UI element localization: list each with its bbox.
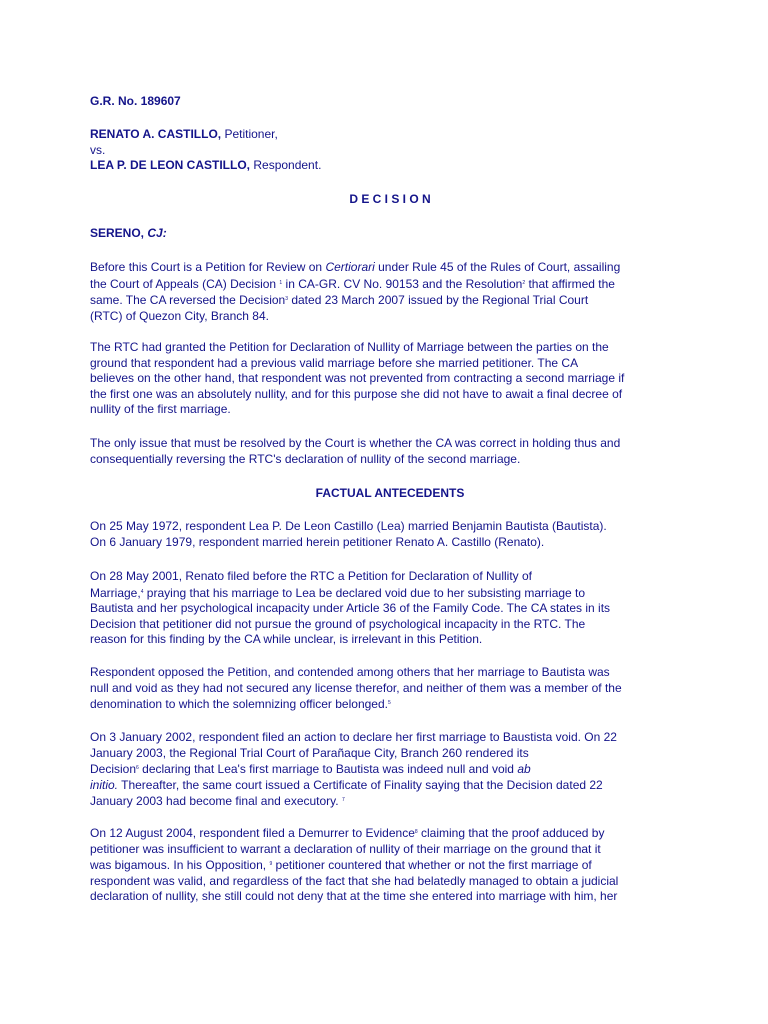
text-span: Decision	[90, 762, 137, 776]
text-line: On 6 January 1979, respondent married herein petitioner Renato A. Castillo (Renato).	[90, 534, 545, 549]
text-line: On 25 May 1972, respondent Lea P. De Leon Castillo (Lea) married Benjamin Bautista (Bautista).	[90, 519, 607, 533]
text-span: was bigamous. In his Opposition,	[90, 858, 270, 872]
paragraph-5	[90, 569, 690, 648]
author-block	[90, 226, 690, 242]
paragraph-8	[90, 825, 690, 905]
text-line: Bautista and her psychological incapacity under Article 36 of the Family Code. The CA states in its	[90, 601, 611, 615]
respondent-name: LEA P. DE LEON CASTILLO,	[90, 158, 251, 172]
text-line: petitioner was insufficient to warrant a declaration of nullity of their marriage on the ground that it	[90, 841, 601, 856]
text-span: initio.	[90, 777, 119, 792]
text-line: believes on the other hand, that respondent was not prevented from contracting a second marriage if	[90, 371, 625, 385]
footnote-ref[interactable]: 5	[387, 700, 391, 706]
text-line: ground that respondent had a previous valid marriage before she married petitioner. The CA	[90, 355, 579, 370]
text-span: Certiorari	[325, 260, 375, 274]
paragraph-6	[90, 665, 690, 713]
footnote-ref[interactable]: 7	[341, 797, 345, 803]
case-number: G.R. No. 189607	[90, 94, 181, 108]
text-span: declaring that Lea's first marriage to Bautista was indeed null and void	[138, 762, 518, 776]
text-line: null and void as they had not secured any license therefor, and neither of them was a member of the	[90, 680, 622, 695]
footnote-ref[interactable]: 3	[285, 296, 288, 302]
text-span: in CA-GR. CV No. 90153 and the Resolution	[282, 276, 523, 291]
text-line: nullity of the first marriage.	[90, 402, 231, 416]
text-span: same. The CA reversed the Decision	[90, 293, 286, 307]
text-span: denomination to which the solemnizing officer belonged.	[90, 697, 388, 711]
petitioner-role: Petitioner,	[221, 127, 278, 141]
text-span: that affirmed the	[525, 276, 615, 291]
footnote-ref[interactable]: 8	[414, 829, 418, 835]
respondent-role: Respondent.	[250, 158, 322, 172]
paragraph-4	[90, 519, 690, 550]
text-span: January 2003 had become final and executory.	[90, 794, 342, 808]
text-line: The RTC had granted the Petition for Declaration of Nullity of Marriage between the parties on the	[90, 340, 609, 354]
text-line: declaration of nullity, she still could not deny that at the time she entered into marriage with him, her	[90, 889, 618, 903]
case-header	[90, 94, 690, 110]
text-span: under Rule 45 of the Rules of Court, assailing	[374, 260, 621, 274]
text-line: On 3 January 2002, respondent filed an action to declare her first marriage to Baustista void. On 22	[90, 730, 617, 744]
text-span: On 12 August 2004, respondent filed a Demurrer to Evidence	[90, 826, 415, 840]
section-heading: FACTUAL ANTECEDENTS	[315, 486, 465, 500]
footnote-ref[interactable]: 1	[279, 279, 283, 286]
paragraph-2	[90, 340, 690, 418]
text-span: claiming that the proof adduced by	[417, 826, 605, 840]
text-span: Before this Court is a Petition for Review on	[90, 260, 326, 274]
text-line: Decision that petitioner did not pursue the ground of psychological incapacity in the RTC. The	[90, 616, 586, 631]
text-line: On 28 May 2001, Renato filed before the RTC a Petition for Declaration of Nullity of	[90, 569, 533, 583]
text-line: January 2003, the Regional Trial Court of Parañaque City, Branch 260 rendered its	[90, 745, 529, 760]
parties-block	[90, 127, 690, 174]
decision-heading: D E C I S I O N	[349, 192, 431, 206]
text-line: consequentially reversing the RTC's declaration of nullity of the second marriage.	[90, 451, 521, 466]
text-line: The only issue that must be resolved by the Court is whether the CA was correct in holding thus and	[90, 436, 621, 450]
footnote-ref[interactable]: 4	[140, 588, 144, 595]
text-span: ab	[517, 762, 531, 776]
text-line: reason for this finding by the CA while unclear, is irrelevant in this Petition.	[90, 632, 483, 646]
decision-heading-block	[90, 192, 690, 208]
text-line: the first one was an absolutely nullity, and for this purpose she did not have to await a final decree of	[90, 386, 623, 401]
versus-label: vs.	[90, 142, 106, 157]
footnote-ref[interactable]: 6	[136, 765, 139, 771]
text-span: dated 23 March 2007 issued by the Regional Trial Court	[288, 293, 589, 307]
paragraph-7	[90, 730, 690, 810]
section-heading-block	[90, 486, 690, 502]
footnote-ref[interactable]: 9	[269, 861, 273, 867]
text-line: (RTC) of Quezon City, Branch 84.	[90, 308, 269, 323]
footnote-ref[interactable]: 2	[522, 279, 526, 286]
text-span: praying that his marriage to Lea be declared void due to her subsisting marriage to	[143, 585, 586, 600]
author-title: CJ:	[147, 226, 167, 240]
text-span: Thereafter, the same court issued a Certificate of Finality saying that the Decision dated 22	[118, 777, 603, 792]
text-line: Respondent opposed the Petition, and contended among others that her marriage to Bautista was	[90, 665, 610, 679]
paragraph-1	[90, 260, 690, 324]
paragraph-3	[90, 436, 690, 467]
author-name: SERENO,	[90, 226, 148, 240]
petitioner-name: RENATO A. CASTILLO,	[90, 127, 222, 141]
text-span: petitioner countered that whether or not the first marriage of	[272, 858, 592, 872]
text-span: Marriage,	[90, 585, 141, 600]
text-line: respondent was valid, and regardless of the fact that she had belatedly managed to obtain a judicial	[90, 873, 619, 888]
text-span: the Court of Appeals (CA) Decision	[90, 276, 280, 291]
